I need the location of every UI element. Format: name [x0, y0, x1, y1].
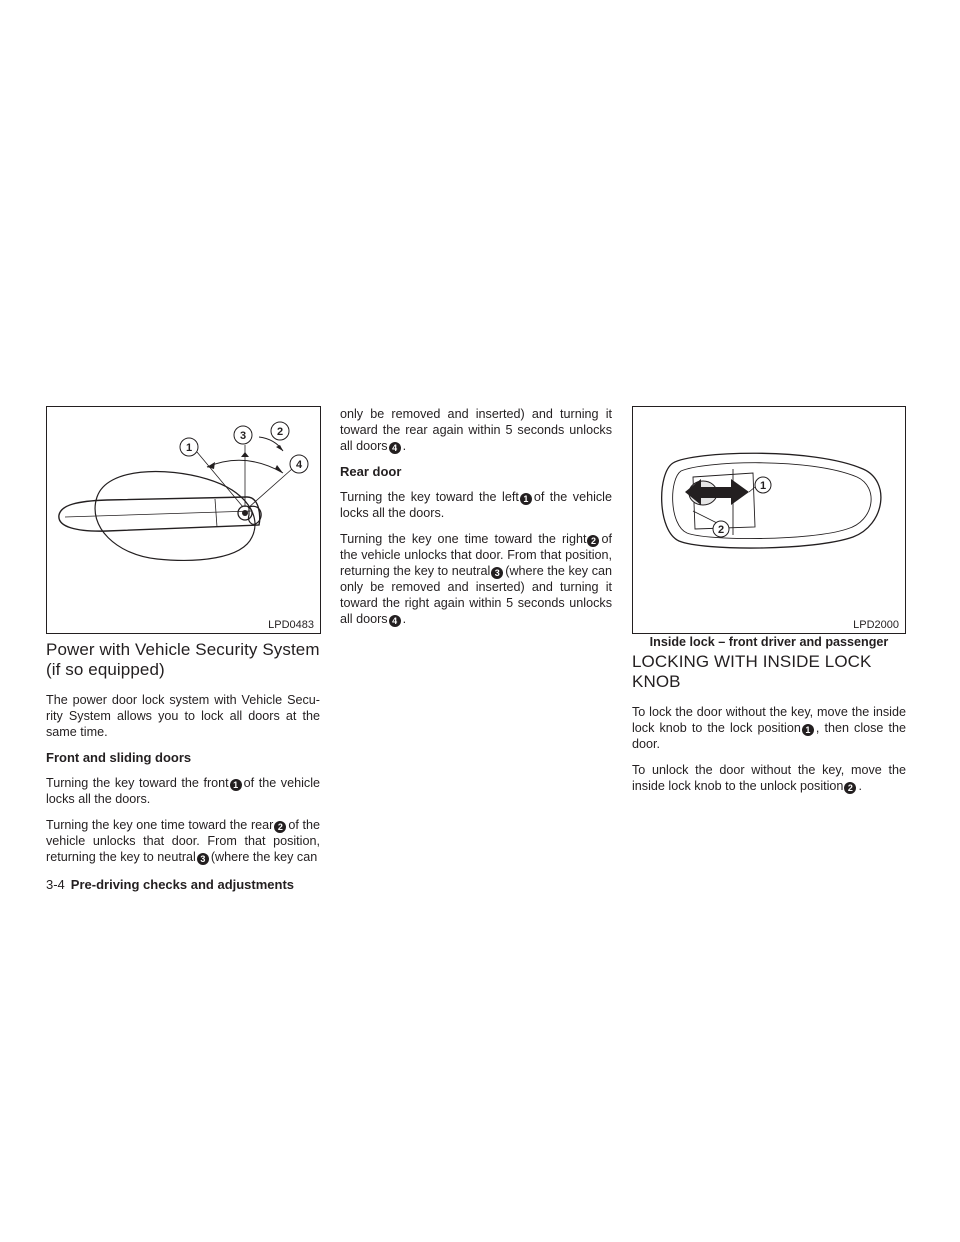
number-badge: 4	[389, 442, 401, 454]
text: of the vehicle unlocks that door. From that position, returning the key to neutral	[340, 532, 612, 578]
figure-caption-block	[632, 634, 906, 650]
text: To unlock the door without the key, move the inside lock knob to the unlock position	[632, 763, 906, 793]
svg-text:3: 3	[239, 430, 247, 442]
number-badge: 4	[389, 615, 401, 627]
number-badge: 3	[491, 567, 503, 579]
svg-text:2: 2	[276, 426, 284, 438]
figure-code: LPD0483	[268, 619, 314, 631]
text: Turning the key one time toward the right	[340, 532, 587, 546]
chapter-title: Pre-driving checks and adjustments	[70, 877, 295, 892]
paragraph	[340, 531, 612, 627]
callout-2	[713, 521, 729, 537]
door-handle-illustration	[47, 407, 319, 632]
section-title: Power with Vehicle Security System (if so equipped)	[46, 640, 320, 679]
number-badge: 2	[587, 535, 599, 547]
callout-2	[271, 422, 289, 440]
text: of the vehicle locks all the doors.	[46, 776, 320, 806]
number-badge: 2	[274, 821, 286, 833]
text: .	[858, 779, 862, 793]
text: To lock the door without the key, move the inside lock knob to the lock position	[632, 705, 906, 735]
text: .	[402, 612, 407, 626]
intro-paragraph: The power door lock system with Vehicle Secu-rity System allows you to lock all doors at the same time.	[46, 693, 320, 739]
column-1	[46, 640, 320, 875]
number-badge: 1	[802, 724, 814, 736]
number-badge: 1	[230, 779, 242, 791]
callout-4	[290, 455, 308, 473]
text: .	[402, 439, 407, 453]
page-footer	[46, 876, 294, 894]
figure-caption: Inside lock – front driver and passenger	[649, 635, 889, 649]
figure-code: LPD2000	[853, 619, 899, 631]
svg-text:4: 4	[295, 459, 303, 471]
text: only be removed and inserted) and turning it toward the rear again within 5 seconds unlocks all doors	[340, 407, 612, 453]
svg-text:1: 1	[185, 442, 193, 454]
paragraph	[46, 775, 320, 807]
callout-1	[180, 438, 198, 456]
paragraph	[340, 489, 612, 521]
section-title: LOCKING WITH INSIDE LOCK KNOB	[632, 652, 872, 691]
inside-lock-figure	[632, 406, 906, 634]
text: Turning the key toward the left	[340, 490, 519, 504]
callout-3	[234, 426, 252, 444]
paragraph	[340, 406, 612, 454]
text: (where the key can	[210, 850, 318, 864]
column-2	[340, 406, 612, 637]
number-badge: 3	[197, 853, 209, 865]
text: Turning the key toward the front	[46, 776, 229, 790]
column-3	[632, 652, 906, 804]
door-handle-key-figure	[46, 406, 321, 634]
text: of the vehicle unlocks that door. From that position, returning the key to neutral	[46, 818, 320, 864]
subheading: Front and sliding doors	[46, 750, 192, 765]
paragraph	[632, 762, 906, 794]
callout-1	[755, 477, 771, 493]
page-number: 3-4	[46, 877, 65, 892]
text: Turning the key one time toward the rear	[46, 818, 274, 832]
text: (where the key can only be removed and inserted) and turning it toward the right again within 5 seconds unlocks all doors	[340, 564, 612, 626]
svg-text:2: 2	[717, 524, 725, 536]
number-badge: 2	[844, 782, 856, 794]
number-badge: 1	[520, 493, 532, 505]
paragraph	[632, 704, 906, 752]
paragraph	[46, 817, 320, 865]
text: , then close the door.	[632, 721, 906, 751]
svg-text:1: 1	[759, 480, 767, 492]
inside-lock-illustration	[633, 407, 904, 632]
text: of the vehicle locks all the doors.	[340, 490, 612, 520]
subheading: Rear door	[340, 464, 402, 479]
